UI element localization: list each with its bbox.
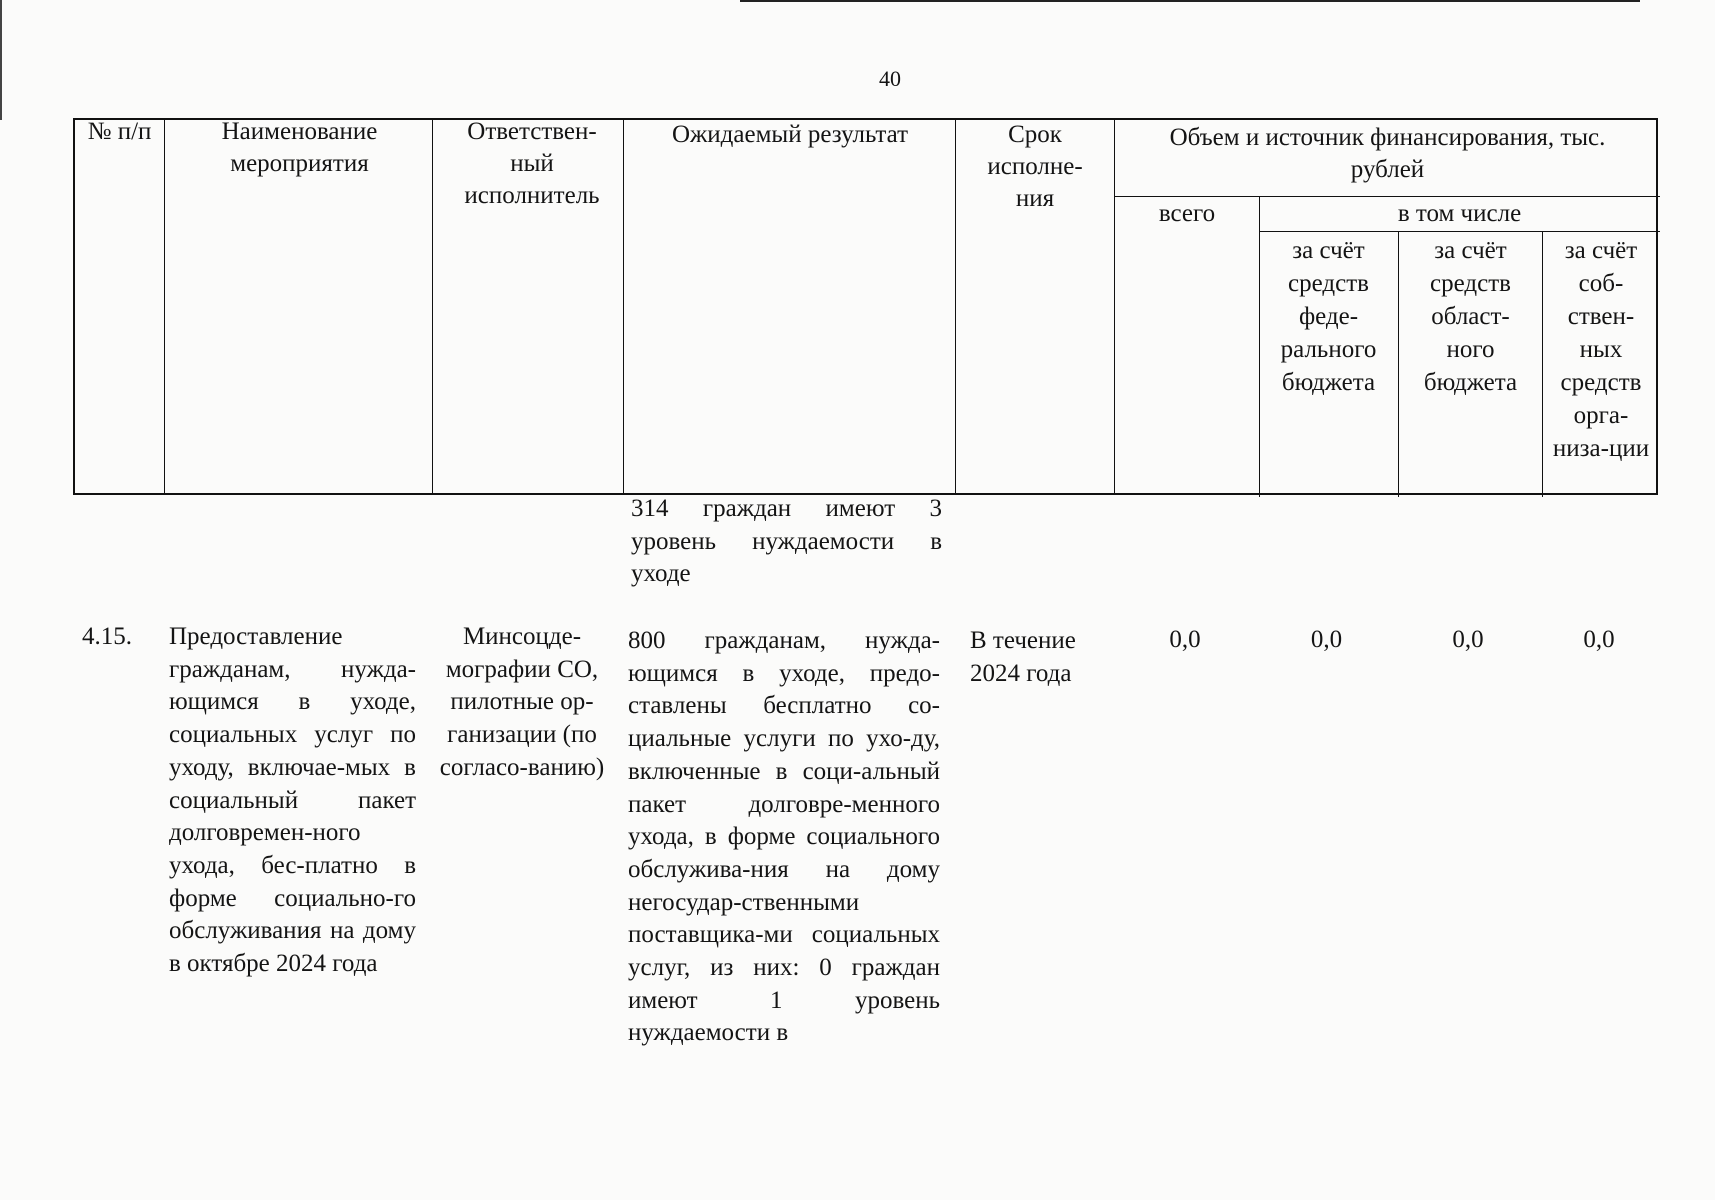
col-divider — [1542, 231, 1543, 497]
row-federal: 0,0 — [1310, 626, 1343, 653]
row-divider — [1114, 196, 1660, 197]
header-term: Срок исполне-ния — [987, 121, 1083, 212]
header-own: за счёт соб-ствен-ных средств орга-низа-ции — [1552, 237, 1650, 462]
row-term: В течение 2024 года — [970, 627, 1076, 687]
header-including: в том числе — [1397, 200, 1522, 227]
row-number: 4.15. — [82, 623, 132, 650]
header-regional: за счёт средств област-ного бюджета — [1423, 237, 1518, 396]
header-no: № п/п — [87, 118, 152, 145]
top-edge-line — [740, 0, 1640, 2]
col-divider — [1114, 120, 1115, 493]
col-divider — [955, 120, 956, 493]
row-total: 0,0 — [1169, 626, 1201, 653]
row-name: Предоставление гражданам, нужда-ющимся в уходе, социальных услуг по уходу, включае-мых в социальный пакет долговремен-ного ухода, бес-платно в форме социально-го обслуживания на дому в октябре 2024 года — [169, 623, 416, 978]
row-regional: 0,0 — [1452, 626, 1484, 653]
header-financing: Объем и источник финансирования, тыс. рублей — [1169, 124, 1606, 183]
continuation-text: 314 граждан имеют 3 уровень нуждаемости в уходе — [631, 495, 942, 588]
col-divider — [1398, 231, 1399, 497]
col-divider — [164, 120, 165, 493]
header-total: всего — [1158, 200, 1216, 227]
col-divider — [623, 120, 624, 493]
row-own: 0,0 — [1583, 626, 1615, 653]
page-number: 40 — [879, 66, 901, 91]
row-divider — [1259, 231, 1660, 232]
header-expected: Ожидаемый результат — [671, 121, 909, 148]
col-divider — [432, 120, 433, 493]
header-federal: за счёт средств феде-рального бюджета — [1280, 237, 1377, 396]
row-expected: 800 гражданам, нужда-ющимся в уходе, предо-ставлены бесплатно со-циальные услуги по ухо-ду, включенные в соци-альный пакет долговре-менного ухода, в форме социального обслужива-ния на дому негосудар-ственными поставщика-ми социальных услуг, из них: 0 граждан имеют 1 уровень нуждаемости в — [628, 627, 940, 1047]
left-edge-line — [0, 0, 2, 120]
header-name: Наименование мероприятия — [221, 118, 378, 177]
header-responsible: Ответствен-ный исполнитель — [464, 118, 600, 209]
table-header — [73, 118, 1658, 495]
row-responsible: Минсоцде-мографии СО, пилотные ор-ганизации (по согласо-ванию) — [439, 623, 605, 781]
col-divider — [1259, 196, 1260, 497]
